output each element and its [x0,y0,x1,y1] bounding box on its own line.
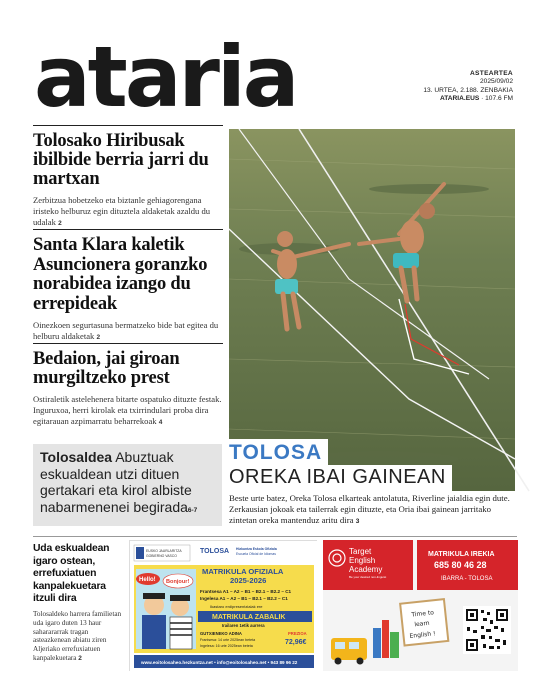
page-ref: 4 [158,418,163,426]
slackline-photo [229,129,515,491]
page-ref: 3 [355,518,360,525]
section-label: TOLOSA [229,441,323,464]
masthead [0,0,549,125]
target-heading: MATRIKULA IREKIA [428,551,495,558]
eoi-note: Ikastaro erdipresentzialak ere [210,604,263,609]
issue-number: 13. URTEA, 2.188. ZENBAKIA [423,86,513,94]
eoi-years: 2025-2026 [230,576,267,585]
target-tagline: Be your desired non-linguist [349,575,387,579]
headline: Santa Klara kaletik Asuncionera goranzko norabidea izango du errepideak [33,235,208,314]
lead-summary: Beste urte batez, Oreka Tolosa elkarteak antolatuta, Riverline jaialdia egin dute. Zerkausian jokoak eta tailerrak egin dituzte, eta Oria ibai gainean jarritako zintetan oreka mantenduz aritu dira 3 [229,493,510,525]
logo-text: ataria [34,28,297,126]
bonjour-bubble: Bonjour! [166,579,190,585]
ad-target-english[interactable] [323,540,518,671]
lead-title[interactable] [229,465,452,491]
lead-title-text: OREKA IBAI GAINEAN [229,466,446,488]
eoi-footer: www.eoitolosaheo.hezkuntza.net • info@eoitolosaheo.net • 943 89 96 22 [141,660,298,665]
tolosaldea-box[interactable] [33,444,222,526]
page-ref: 2 [58,219,62,227]
headline: Tolosako Hiribusak ibilbide berria jarri du martxan [33,131,209,189]
eoi-price: 72,96€ [285,639,307,646]
summary: Zerbitzua hobetzeko eta biztanle gehiagorengana iristeko helburuz egin dituztela aldaketak azaldu du udalak 2 [33,195,211,227]
summary: Ostiraletik astelehenera bitarte ospatuko dituzte festak. Inguruxoa, herri kirolak eta txirrindulari proba dira egitarauan azpimarratu beharrekoak 4 [33,394,222,426]
eoi-age-french: Frantsesa: 14 urte 2025ean beteta [200,638,256,642]
lead-section-tag [229,439,328,465]
site-info: ATARIA.EUS · 107.6 FM [439,95,513,103]
section-divider [33,536,517,537]
hello-bubble: Hello! [139,577,156,583]
board-line-1: Time to [411,609,435,619]
target-brand-2: English [349,556,376,565]
weekday: ASTEARTEA [470,70,513,77]
page-ref: 2 [78,654,82,662]
story-refugee-children[interactable] [33,543,123,664]
ad-target-graphic [323,540,518,671]
page-ref: 2 [96,334,101,342]
target-brand-3: Academy [349,565,383,574]
ataria-logo[interactable] [34,28,304,126]
eoi-open-date: Irailaren 1etik aurrera [222,623,265,628]
eoi-age-english: Ingelesa: 16 urte 2025ean beteta [200,644,253,648]
dateline [423,70,513,104]
eoi-title: MATRIKULA OFIZIALA [202,567,284,576]
eoi-price-label: PREZIOA [288,631,307,636]
lead-photo[interactable] [229,129,515,491]
svg-text:EUSKO JAURLARITZA: EUSKO JAURLARITZA [146,549,182,553]
story-hiribusa[interactable] [33,125,223,229]
site-link[interactable]: ATARIA.EUS [439,95,480,103]
summary: Oinezkoen segurtasuna bermatzeko bide bat egitea du helburu aldaketak 2 [33,320,219,342]
eoi-english-levels: Ingelesa A1 – A2 – B1 – B2.1 – B2.2 – C1 [200,596,288,601]
target-phone: 685 80 46 28 [434,560,487,570]
eoi-french-levels: Frantsesa A1 – A2 – B1 – B2.1 – B2.2 – C1 [200,589,292,594]
svg-text:Escuela Oficial de Idiomas: Escuela Oficial de Idiomas [236,552,276,556]
story-bedaion[interactable] [33,343,223,439]
date: 2025/09/02 [479,78,513,86]
summary: Tolosaldeko harrera familietan uda igaro duten 13 haur saharararrak tragan asteazkenean abiatu ziren Aljeriako errefuxiatuen kanpalekuetara 2 [33,609,122,662]
svg-text:GOBIERNO VASCO: GOBIERNO VASCO [146,554,177,558]
board-line-2: learn [414,619,430,629]
radio-frequency: 107.6 FM [485,95,513,103]
svg-text:Hizkuntza Eskola Ofiziala: Hizkuntza Eskola Ofiziala [236,547,277,551]
eoi-open-banner: MATRIKULA ZABALIK [212,614,286,621]
logo-wordmark [34,28,304,126]
headline: Bedaion, jai giroan murgiltzeko prest [33,349,180,388]
board-line-3: English ! [409,630,436,640]
eoi-school: TOLOSA [200,548,230,555]
ad-eoi-tolosa[interactable] [129,540,317,671]
tolosaldea-text: Tolosaldea Abuztuak eskualdean utzi dituen gertakari eta kirol albiste nabarmenenei begirada6-7 [40,449,198,515]
headline: Uda eskualdean igaro ostean, errefuxiatuen kanpalekuetara itzuli dira [33,543,110,605]
story-santa-klara[interactable] [33,229,223,343]
page-ref: 6-7 [187,506,198,514]
target-brand-1: Target [349,547,372,556]
target-location: IBARRA - TOLOSA [441,576,493,582]
eoi-min-age: GUTXIENEKO ADINA [200,631,242,636]
ad-eoi-graphic [130,541,318,672]
left-column [33,125,223,439]
region-label: Tolosaldea [40,449,113,465]
